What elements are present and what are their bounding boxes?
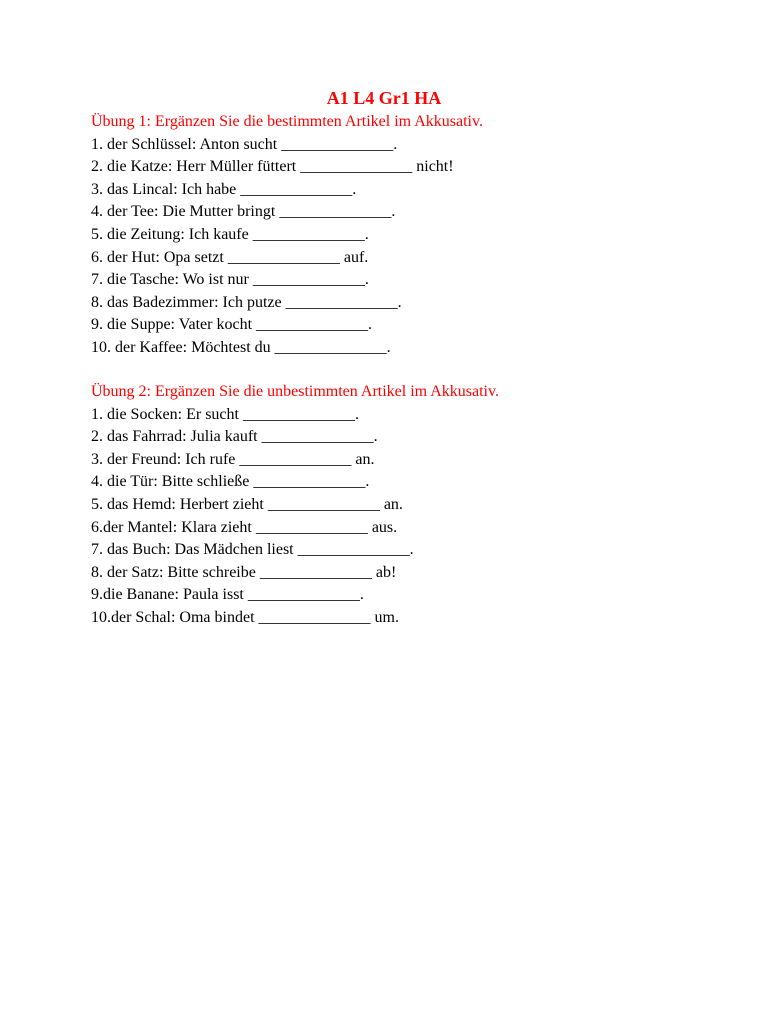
exercise-1-item-6: 6. der Hut: Opa setzt ______________ auf. bbox=[91, 248, 369, 266]
exercise-2-item-9: 9.die Banane: Paula isst ______________. bbox=[91, 586, 364, 604]
exercise-2-section bbox=[91, 381, 731, 630]
document-title: A1 L4 Gr1 HA bbox=[326, 88, 442, 108]
exercise-1-item-7: 7. die Tasche: Wo ist nur ______________. bbox=[91, 271, 369, 289]
exercise-2-item-4: 4. die Tür: Bitte schließe ______________. bbox=[91, 473, 370, 491]
exercise-2-item-2: 2. das Fahrrad: Julia kauft ______________. bbox=[91, 428, 378, 446]
exercise-1-item-2: 2. die Katze: Herr Müller füttert ______________ nicht! bbox=[91, 158, 454, 176]
exercise-1-item-1: 1. der Schlüssel: Anton sucht ______________. bbox=[91, 135, 398, 153]
exercise-2-item-5: 5. das Hemd: Herbert zieht ______________ an. bbox=[91, 495, 403, 513]
exercise-1-section bbox=[91, 111, 731, 360]
exercise-1-item-5: 5. die Zeitung: Ich kaufe ______________. bbox=[91, 225, 369, 243]
exercise-2-item-10: 10.der Schal: Oma bindet ______________ um. bbox=[91, 608, 399, 626]
exercise-2-item-3: 3. der Freund: Ich rufe ______________ an. bbox=[91, 450, 375, 468]
exercise-1-heading: Übung 1: Ergänzen Sie die bestimmten Artikel im Akkusativ. bbox=[91, 113, 483, 130]
exercise-1-item-3: 3. das Lincal: Ich habe ______________. bbox=[91, 180, 357, 198]
exercise-1-item-8: 8. das Badezimmer: Ich putze ______________. bbox=[91, 293, 402, 311]
exercise-1-item-9: 9. die Suppe: Vater kocht ______________. bbox=[91, 316, 373, 334]
exercise-2-list bbox=[91, 404, 731, 630]
exercise-1-item-10: 10. der Kaffee: Möchtest du ______________. bbox=[91, 338, 391, 356]
exercise-1-item-4: 4. der Tee: Die Mutter bringt ______________. bbox=[91, 203, 396, 221]
exercise-2-item-7: 7. das Buch: Das Mädchen liest ______________. bbox=[91, 541, 414, 559]
exercise-1-list bbox=[91, 134, 731, 360]
exercise-2-heading: Übung 2: Ergänzen Sie die unbestimmten Artikel im Akkusativ. bbox=[91, 383, 499, 400]
exercise-2-item-6: 6.der Mantel: Klara zieht ______________ aus. bbox=[91, 518, 398, 536]
exercise-2-item-8: 8. der Satz: Bitte schreibe ______________ ab! bbox=[91, 563, 397, 581]
exercise-2-item-1: 1. die Socken: Er sucht ______________. bbox=[91, 405, 359, 423]
